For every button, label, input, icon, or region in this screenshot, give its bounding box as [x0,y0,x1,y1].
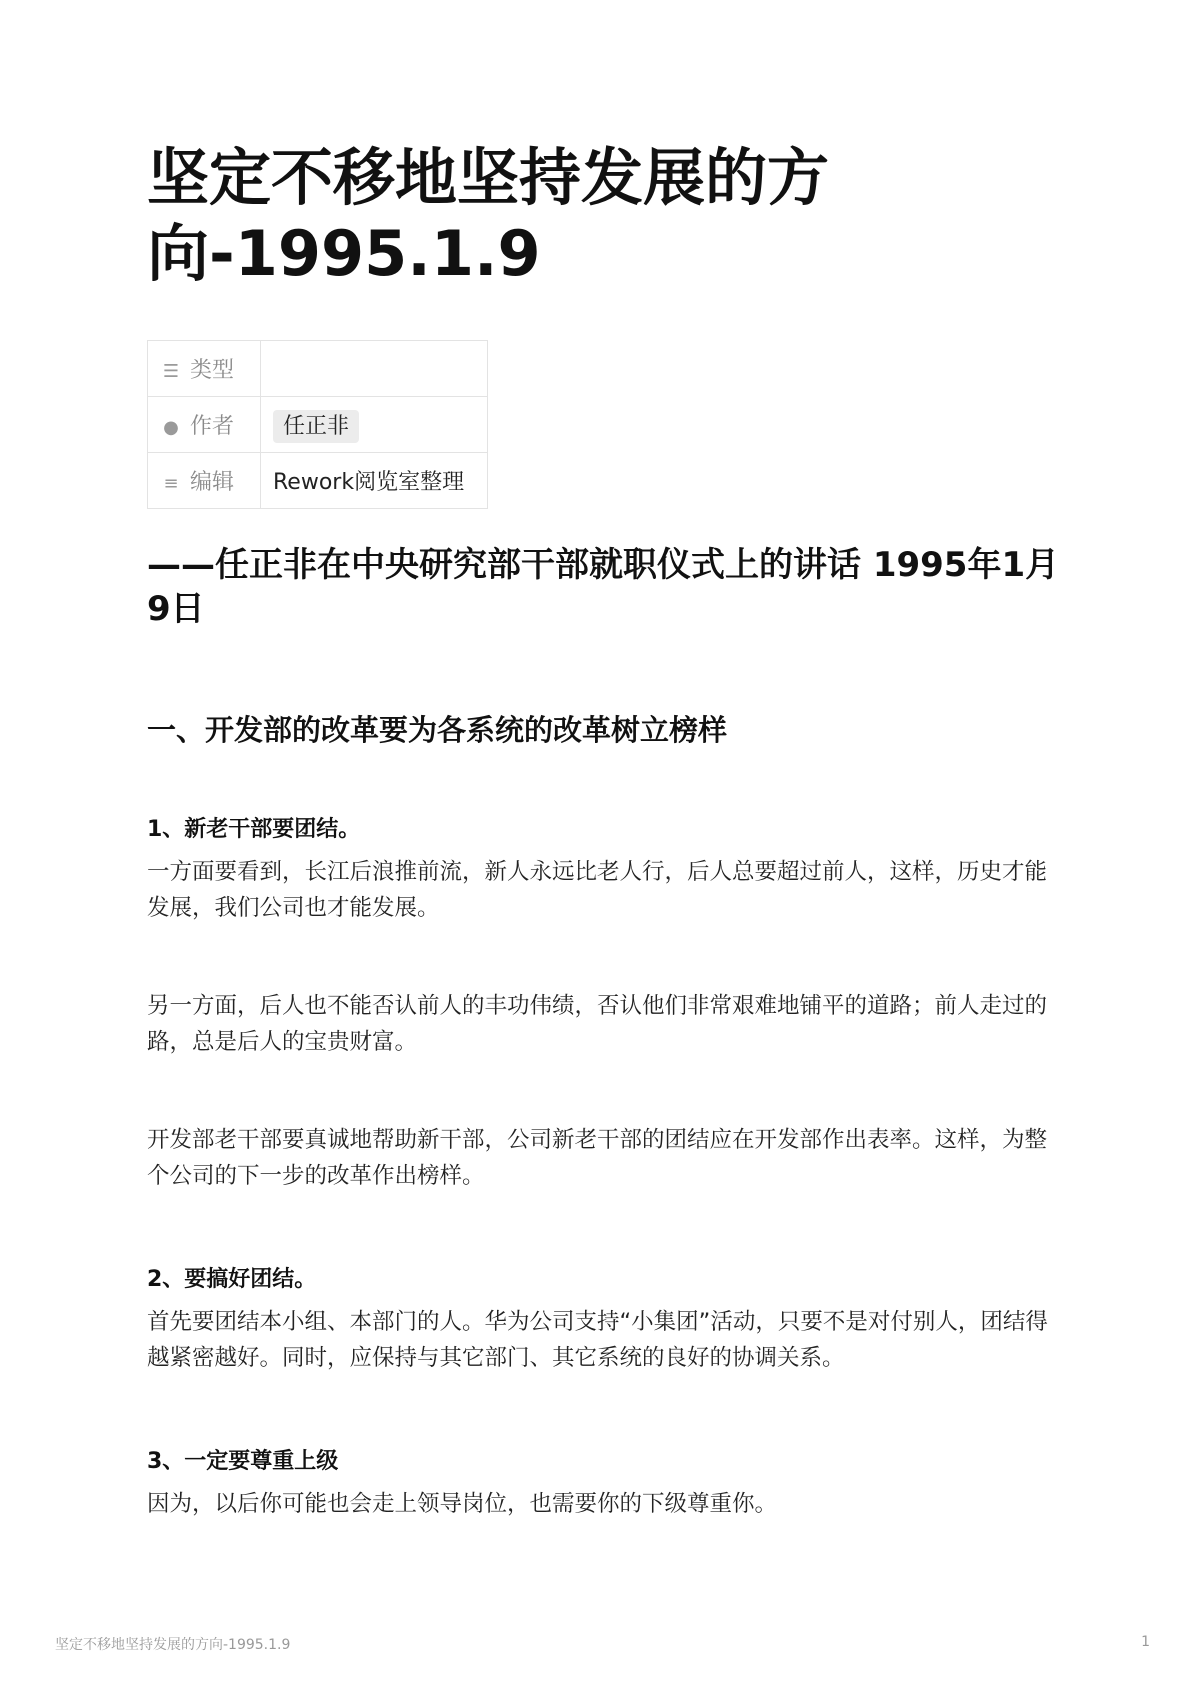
paragraph: 一方面要看到，长江后浪推前流，新人永远比老人行，后人总要超过前人，这样，历史才能发展，我们公司也才能发展。 [147,859,1048,921]
person-icon: ● [163,417,179,438]
property-key: ☰ 类型 [148,341,261,397]
subtitle: ——任正非在中央研究部干部就职仪式上的讲话 1995年1月9日 [147,545,1060,629]
text-lines-icon: ≡ [163,473,179,494]
property-key: ● 作者 [148,397,261,453]
item-heading: 1、新老干部要团结。 [147,817,361,842]
paragraph: 因为，以后你可能也会走上领导岗位，也需要你的下级尊重你。 [147,1491,778,1517]
paragraph: 另一方面，后人也不能否认前人的丰功伟绩，否认他们非常艰难地铺平的道路；前人走过的路，总是后人的宝贵财富。 [147,993,1048,1055]
property-row-editor[interactable] [148,453,488,509]
properties-table [147,340,488,509]
list-icon: ☰ [162,361,180,382]
page-title: 坚定不移地坚持发展的方向-1995.1.9 [147,141,830,290]
property-value[interactable] [261,397,488,453]
paragraph: 首先要团结本小组、本部门的人。华为公司支持“小集团”活动，只要不是对付别人，团结得越紧密越好。同时，应保持与其它部门、其它系统的良好的协调关系。 [147,1309,1048,1371]
property-value[interactable]: Rework阅览室整理 [261,453,488,509]
property-key: ≡ 编辑 [148,453,261,509]
author-tag[interactable]: 任正非 [273,410,359,443]
item-heading: 2、要搞好团结。 [147,1267,317,1292]
property-row-type[interactable] [148,341,488,397]
property-value[interactable] [261,341,488,397]
section-heading: 一、开发部的改革要为各系统的改革树立榜样 [147,713,728,747]
paragraph: 开发部老干部要真诚地帮助新干部，公司新老干部的团结应在开发部作出表率。这样，为整个公司的下一步的改革作出榜样。 [147,1127,1048,1189]
footer-title: 坚定不移地坚持发展的方向-1995.1.9 [55,1637,291,1653]
page-number: 1 [1141,1634,1150,1650]
property-row-author[interactable] [148,397,488,453]
item-heading: 3、一定要尊重上级 [147,1449,339,1474]
